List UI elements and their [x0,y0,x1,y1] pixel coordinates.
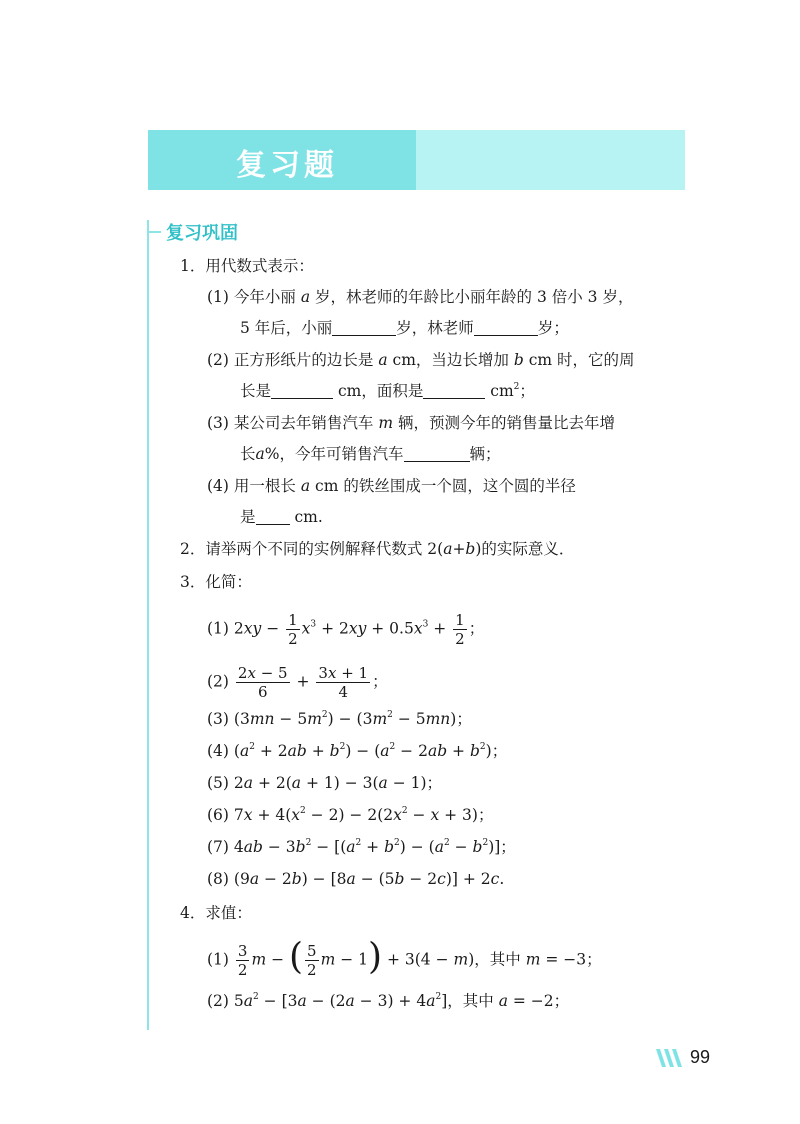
q1-part3-line1: (3) 某公司去年销售汽车 m 辆，预测今年的销售量比去年增 [207,414,615,432]
q3-part6: (6) $7x + 4(x^2 - 2) - 2(2x^2 - x + 3)$； [207,806,494,824]
section-horizontal-rule [147,231,161,233]
q4-stem: 4．求值： [180,904,252,922]
title-banner-dark [148,130,416,190]
answer-blank [423,382,485,399]
answer-blank [404,445,470,462]
q3-part4: (4) $(a^2 + 2ab + b^2) - (a^2 - 2ab + b^2)$； [207,742,508,760]
q1-stem: 1．用代数式表示： [180,257,314,275]
answer-blank [332,319,396,336]
q1-part4-line1: (4) 用一根长 a cm 的铁丝围成一个圆，这个圆的半径 [207,477,576,495]
q3-part8: (8) (9a − 2b) − [8a − (5b − 2c)] + 2c. [207,870,505,888]
q1-part2-line1: (2) 正方形纸片的边长是 a cm，当边长增加 b cm 时，它的周 [207,351,635,369]
q3-part7: (7) $4ab - 3b^2 - [(a^2 + b^2) - (a^2 - b^2)]$； [207,838,516,856]
stripes-icon [656,1049,686,1067]
q3-part3: (3) $(3mn - 5m^2) - (3m^2 - 5mn)$； [207,710,472,728]
q1-part2-line2: 长是 cm，面积是 $cm^2$； [240,382,535,400]
q4-part2: (2) $5a^2 - [3a - (2a - 3) + 4a^2]$，其中 a = −2； [207,992,570,1010]
section-title: 复习巩固 [166,223,238,244]
q3-stem: 3．化简： [180,573,252,591]
answer-blank [474,319,538,336]
answer-blank [271,382,333,399]
q2-text: 2．请举两个不同的实例解释代数式 2(a+b)的实际意义． [180,540,575,558]
page-footer [656,1047,710,1068]
q1-part1-line2: 5 年后，小丽 岁，林老师 岁； [240,319,569,337]
title-banner [148,130,685,190]
q3-part1: (1) 2xy − $\frac{1}{2}$ $x^3 + 2xy + 0.5x^3$ + $\frac{1}{2}$ ； [207,611,485,648]
title-banner-light [416,130,685,190]
q1-part3-line2: 长a%，今年可销售汽车 辆； [240,445,501,463]
q3-part5: (5) 2a + 2(a + 1) − 3(a − 1)； [207,774,443,792]
q4-part1: (1) $\frac{3}{2}$ m − ( $\frac{5}{2}$ m − 1) + 3(4 − m)，其中 m = −3； [207,936,602,979]
page-number: 99 [690,1047,711,1067]
q3-part2: (2) $\frac{2x - 5}{6}$ + $\frac{3x + 1}{4}$ ； [207,664,388,701]
page-title: 复习题 [236,148,338,183]
q1-part4-line2: 是 cm. [240,508,323,526]
section-vertical-rule [147,220,149,1030]
answer-blank [256,508,290,525]
q1-part1-line1: (1) 今年小丽 a 岁，林老师的年龄比小丽年龄的 3 倍小 3 岁， [207,288,634,306]
